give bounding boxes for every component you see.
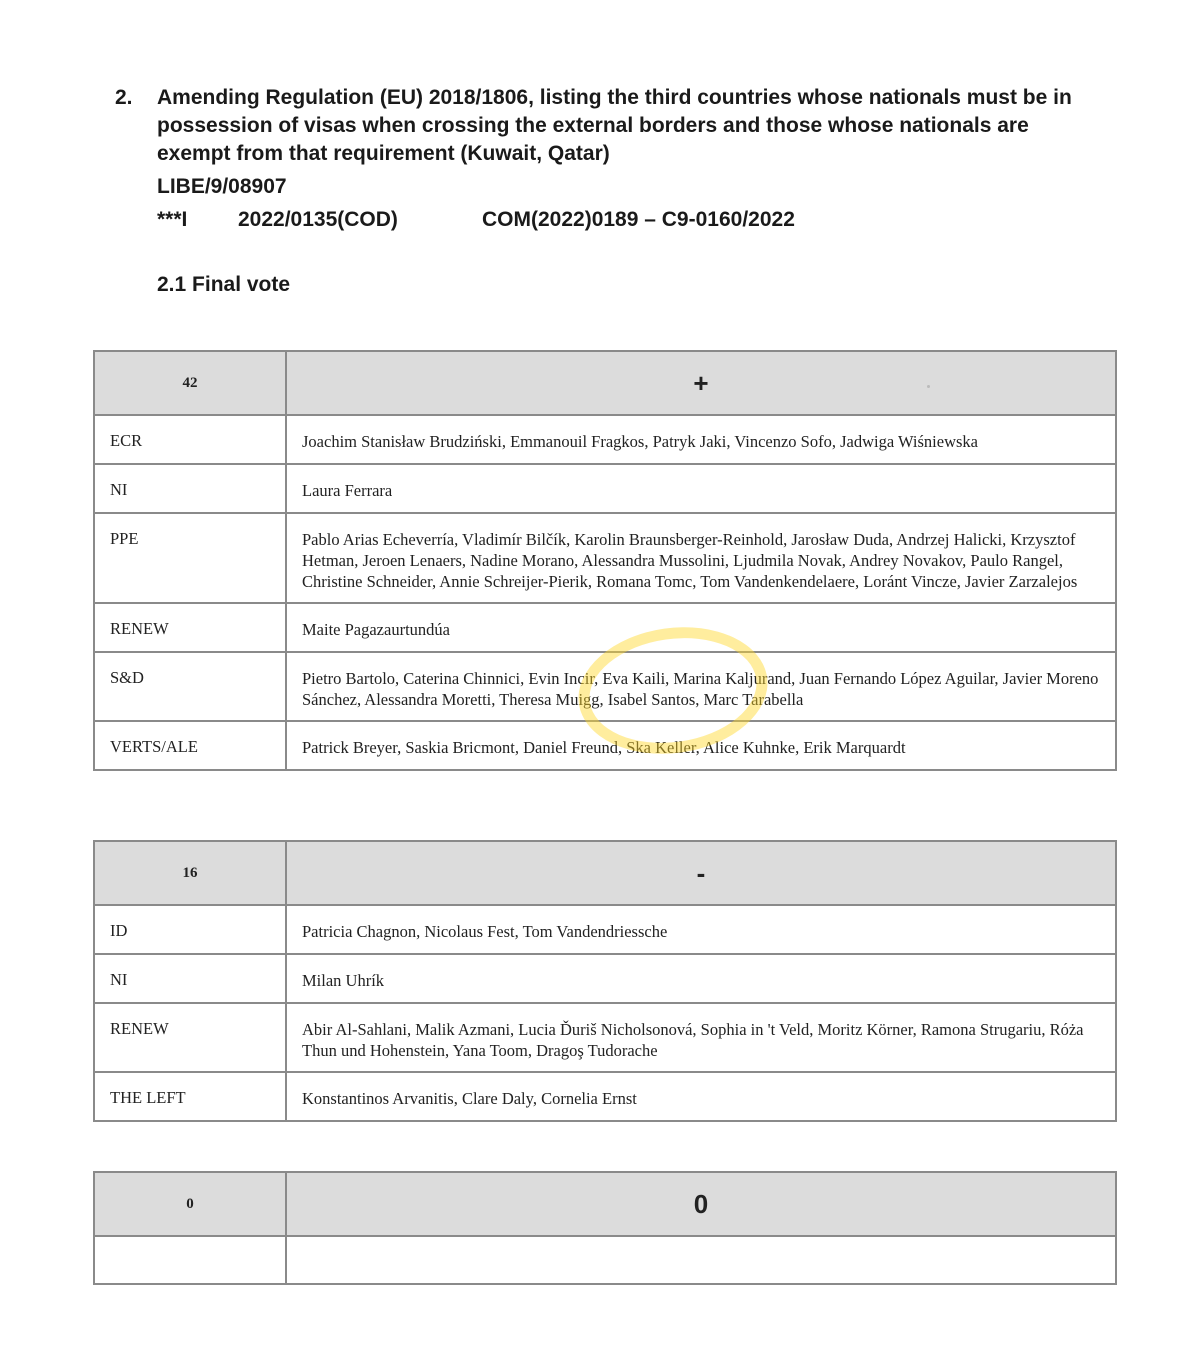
plus-symbol: +	[286, 351, 1116, 415]
member-names: Abir Al-Sahlani, Malik Azmani, Lucia Ďuriš Nicholsonová, Sophia in 't Veld, Moritz Körner, Ramona Strugariu, Róża Thun und Hohenstein, Yana Toom, Dragoş Tudorache	[286, 1003, 1116, 1072]
political-group: RENEW	[94, 603, 286, 652]
member-names: Joachim Stanisław Brudziński, Emmanouil Fragkos, Patryk Jaki, Vincenzo Sofo, Jadwiga Wiśniewska	[286, 415, 1116, 464]
table-row	[94, 652, 1116, 721]
abstentions-table	[93, 1171, 1117, 1285]
empty-names-cell	[286, 1236, 1116, 1284]
political-group: NI	[94, 464, 286, 513]
political-group: RENEW	[94, 1003, 286, 1072]
empty-group-cell	[94, 1236, 286, 1284]
procedure-reference: 2022/0135(COD)	[238, 208, 398, 231]
table-row	[94, 905, 1116, 954]
item-title: Amending Regulation (EU) 2018/1806, listing the third countries whose nationals must be in possession of visas when crossing the external borders and those whose nationals are exempt from that requirement (Kuwait, Qatar)	[157, 86, 1072, 165]
zero-symbol: 0	[286, 1172, 1116, 1236]
minus-symbol: -	[286, 841, 1116, 905]
political-group: THE LEFT	[94, 1072, 286, 1121]
committee-reference: LIBE/9/08907	[157, 175, 287, 198]
against-table	[93, 840, 1117, 1122]
in-favour-header-row	[94, 351, 1116, 415]
member-names: Milan Uhrík	[286, 954, 1116, 1003]
abstentions-count: 0	[94, 1172, 286, 1236]
against-count: 16	[94, 841, 286, 905]
table-row	[94, 513, 1116, 603]
procedure-line	[157, 206, 1057, 234]
final-vote-heading: 2.1 Final vote	[157, 273, 291, 296]
political-group: NI	[94, 954, 286, 1003]
abstentions-header-row	[94, 1172, 1116, 1236]
political-group: S&D	[94, 652, 286, 721]
member-names: Patricia Chagnon, Nicolaus Fest, Tom Vandendriessche	[286, 905, 1116, 954]
member-names: Patrick Breyer, Saskia Bricmont, Daniel Freund, Ska Keller, Alice Kuhnke, Erik Marquardt	[286, 721, 1116, 770]
procedure-symbol: ***I	[157, 208, 188, 231]
table-row	[94, 1003, 1116, 1072]
political-group: ECR	[94, 415, 286, 464]
in-favour-count: 42	[94, 351, 286, 415]
item-number: 2.	[115, 86, 133, 109]
member-names: Maite Pagazaurtundúa	[286, 603, 1116, 652]
table-row	[94, 1072, 1116, 1121]
item-heading	[115, 84, 1105, 168]
political-group: PPE	[94, 513, 286, 603]
against-header-row	[94, 841, 1116, 905]
member-names: Pietro Bartolo, Caterina Chinnici, Evin Incir, Eva Kaili, Marina Kaljurand, Juan Fernando López Aguilar, Javier Moreno Sánchez, Alessandra Moretti, Theresa Muigg, Isabel Santos, Marc Tarabella	[286, 652, 1116, 721]
member-names: Pablo Arias Echeverría, Vladimír Bilčík, Karolin Braunsberger-Reinhold, Jarosław Duda, Andrzej Halicki, Krzysztof Hetman, Jeroen Lenaers, Nadine Morano, Alessandra Mussolini, Ljudmila Novak, Andrey Novakov, Paulo Rangel, Christine Schneider, Annie Schreijer-Pierik, Romana Tomc, Tom Vandenkendelaere, Loránt Vincze, Javier Zarzalejos	[286, 513, 1116, 603]
table-row	[94, 464, 1116, 513]
political-group: ID	[94, 905, 286, 954]
member-names: Laura Ferrara	[286, 464, 1116, 513]
table-row	[94, 954, 1116, 1003]
table-row	[94, 721, 1116, 770]
member-names: Konstantinos Arvanitis, Clare Daly, Cornelia Ernst	[286, 1072, 1116, 1121]
table-row	[94, 415, 1116, 464]
table-row	[94, 603, 1116, 652]
table-row	[94, 1236, 1116, 1284]
document-reference: COM(2022)0189 – C9-0160/2022	[482, 208, 795, 231]
in-favour-table	[93, 350, 1117, 771]
political-group: VERTS/ALE	[94, 721, 286, 770]
scan-speck	[927, 385, 930, 388]
